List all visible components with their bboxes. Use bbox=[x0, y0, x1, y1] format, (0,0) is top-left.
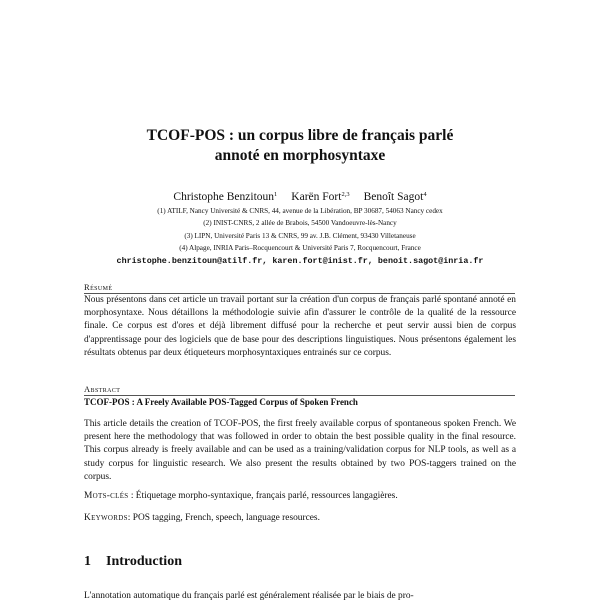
section-heading bbox=[84, 553, 182, 571]
affiliation-1: (1) ATILF, Nancy Université & CNRS, 44, avenue de la Libération, BP 30687, 54063 Nancy cedex bbox=[157, 207, 443, 215]
keywords-label: Keywords bbox=[84, 513, 128, 523]
author-name: Christophe Benzitoun$^1$ bbox=[173, 191, 278, 203]
author-name: Karën Fort$^{2,3}$ bbox=[291, 191, 350, 203]
author-list bbox=[0, 190, 600, 204]
author-emails: christophe.benzitoun@atilf.fr, karen.fort@inist.fr, benoit.sagot@inria.fr bbox=[116, 256, 484, 266]
keywords-text: POS tagging, French, speech, language resources. bbox=[132, 513, 320, 523]
paper-title-line-1: TCOF-POS : un corpus libre de français parlé bbox=[146, 127, 454, 144]
mots-cles-label: Mots-clés bbox=[84, 491, 129, 501]
keywords: Keywords: POS tagging, French, speech, language resources. bbox=[84, 513, 320, 523]
section-number: 1 bbox=[84, 554, 91, 569]
abstract-label: Abstract bbox=[84, 384, 121, 394]
section-title: Introduction bbox=[106, 554, 182, 569]
affiliation-3: (3) LIPN, Université Paris 13 & CNRS, 99 av. J.B. Clément, 93430 Villetaneuse bbox=[184, 232, 416, 240]
affiliation-2: (2) INIST-CNRS, 2 allée de Brabois, 54500 Vandoeuvre-lès-Nancy bbox=[203, 219, 397, 227]
intro-paragraph: L'annotation automatique du français parlé est généralement réalisée par le biais de pro- bbox=[84, 591, 414, 601]
mots-cles: Mots-clés : Étiquetage morpho-syntaxique, français parlé, ressources langagières. bbox=[84, 491, 398, 501]
resume-label: Résumé bbox=[84, 282, 113, 292]
paper-title-line-2: annoté en morphosyntaxe bbox=[214, 147, 386, 164]
affiliation-4: (4) Alpage, INRIA Paris–Rocquencourt & Université Paris 7, Rocquencourt, France bbox=[179, 244, 421, 252]
resume-text: Nous présentons dans cet article un travail portant sur la création d'un corpus de français parlé spontané annoté en morphosyntaxe. Nous détaillons la méthodologie suivie afin d'assurer le contrôle de la qualité de la ressource finale. Ce corpus est d'ores et déjà librement diffusé pour la recherche et peut servir aussi bien de corpus d'apprentissage pour des logiciels que de base pour des descriptions linguistiques. Nous présentons également les résultats obtenus par deux étiqueteurs morphosyntaxiques entrainés sur ce corpus. bbox=[84, 295, 516, 358]
abstract-text: This article details the creation of TCOF-POS, the first freely available corpus of spontaneous spoken French. We present here the methodology that was followed in order to obtain the best possible quality in the final resource. This corpus already is freely available and can be used as a training/validation corpus for NLP tools, as well as a study corpus for linguistic research. We also present the results obtained by two POS-taggers trained on the corpus. bbox=[84, 419, 516, 482]
mots-cles-text: Étiquetage morpho-syntaxique, français parlé, ressources langagières. bbox=[135, 491, 398, 501]
author-name: Benoît Sagot$^4$ bbox=[363, 191, 427, 203]
english-title: TCOF-POS : A Freely Available POS-Tagged Corpus of Spoken French bbox=[84, 397, 358, 407]
